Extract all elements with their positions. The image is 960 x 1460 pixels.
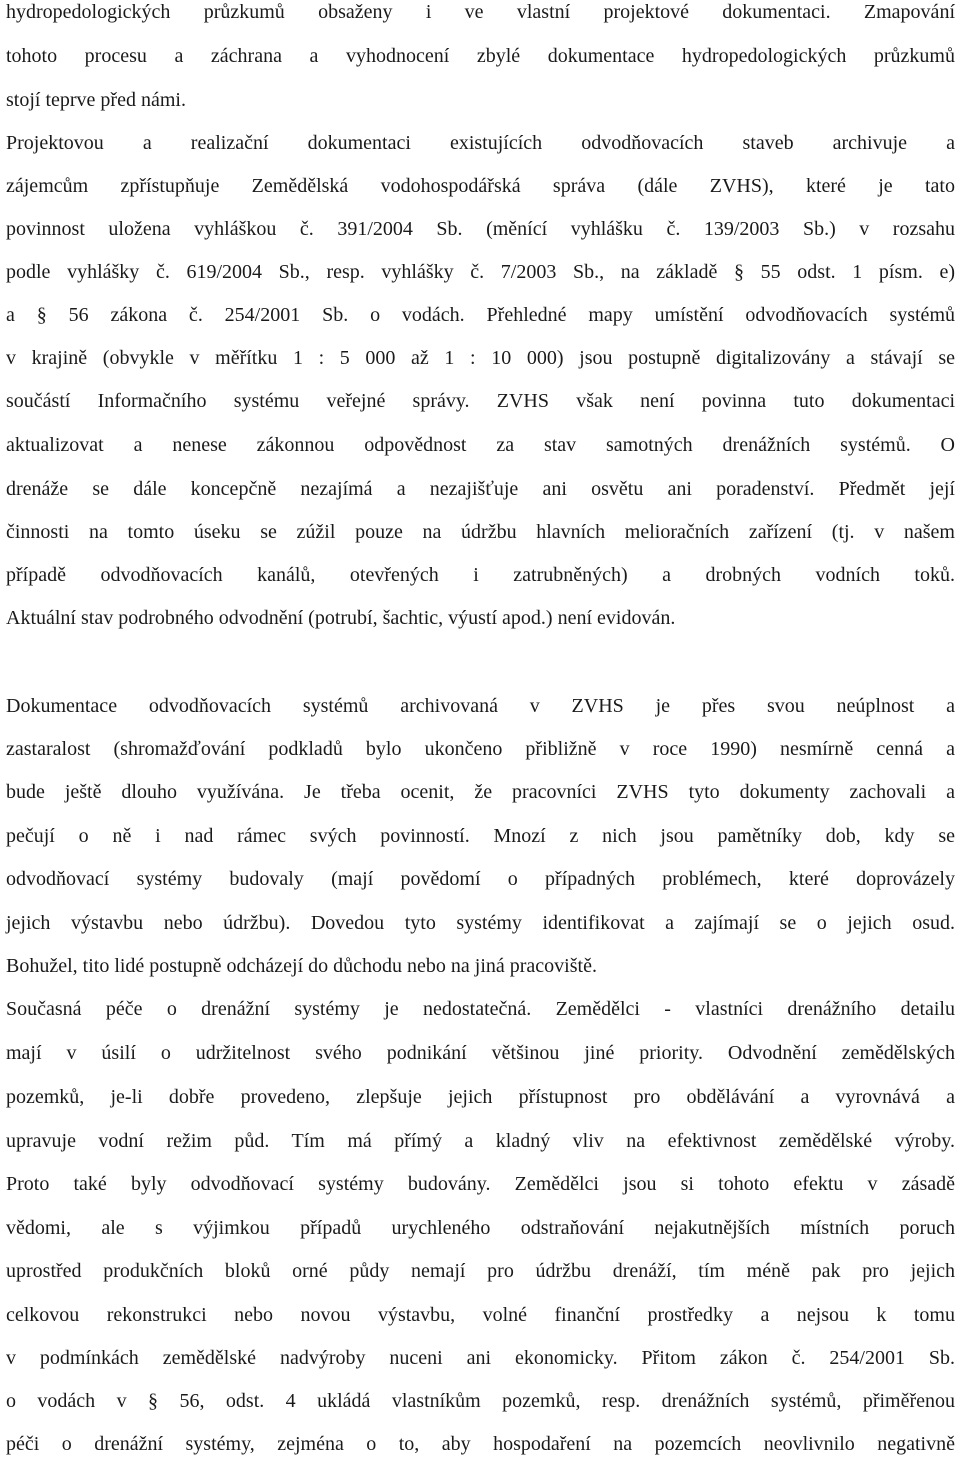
text-line: vědomi, ale s výjimkou případů urychleného odstraňování nejakutnějších místních poruch bbox=[6, 1217, 955, 1239]
text-line: bude ještě dlouho využívána. Je třeba ocenit, že pracovníci ZVHS tyto dokumenty zachovali a bbox=[6, 781, 955, 803]
text-line: a § 56 zákona č. 254/2001 Sb. o vodách. Přehledné mapy umístění odvodňovacích systémů bbox=[6, 304, 955, 326]
text-line: Proto také byly odvodňovací systémy budovány. Zemědělci jsou si tohoto efektu v zásadě bbox=[6, 1173, 955, 1195]
text-line: činnosti na tomto úseku se zúžil pouze na údržbu hlavních melioračních zařízení (tj. v našem bbox=[6, 521, 955, 543]
text-line: tohoto procesu a záchrana a vyhodnocení zbylé dokumentace hydropedologických průzkumů bbox=[6, 45, 955, 67]
text-line: aktualizovat a nenese zákonnou odpovědnost za stav samotných drenážních systémů. O bbox=[6, 434, 955, 456]
text-line: podle vyhlášky č. 619/2004 Sb., resp. vyhlášky č. 7/2003 Sb., na základě § 55 odst. 1 písm. e) bbox=[6, 261, 955, 283]
text-line: celkovou rekonstrukci nebo novou výstavbu, volné finanční prostředky a nejsou k tomu bbox=[6, 1304, 955, 1326]
text-line: Dokumentace odvodňovacích systémů archivovaná v ZVHS je přes svou neúplnost a bbox=[6, 695, 955, 717]
text-line: uprostřed produkčních bloků orné půdy nemají pro údržbu drenáží, tím méně pak pro jejich bbox=[6, 1260, 955, 1282]
text-line: hydropedologických průzkumů obsaženy i ve vlastní projektové dokumentaci. Zmapování bbox=[6, 1, 955, 23]
text-line: pečují o ně i nad rámec svých povinností. Mnozí z nich jsou pamětníky dob, kdy se bbox=[6, 825, 955, 847]
text-line: Bohužel, tito lidé postupně odcházejí do důchodu nebo na jiná pracoviště. bbox=[6, 955, 597, 977]
text-line: Aktuální stav podrobného odvodnění (potrubí, šachtic, výustí apod.) není evidován. bbox=[6, 607, 676, 629]
text-line: v krajině (obvykle v měřítku 1 : 5 000 až 1 : 10 000) jsou postupně digitalizovány a stávají se bbox=[6, 347, 955, 369]
text-line: Současná péče o drenážní systémy je nedostatečná. Zemědělci - vlastníci drenážního detailu bbox=[6, 998, 955, 1020]
text-line: odvodňovací systémy budovaly (mají povědomí o případných problémech, které doprovázely bbox=[6, 868, 955, 890]
text-line: upravuje vodní režim půd. Tím má přímý a kladný vliv na efektivnost zemědělské výroby. bbox=[6, 1130, 955, 1152]
text-line: jejich výstavbu nebo údržbu). Dovedou tyto systémy identifikovat a zajímají se o jejich osud. bbox=[6, 912, 955, 934]
text-line: drenáže se dále koncepčně nezajímá a nezajišťuje ani osvětu ani poradenství. Předmět její bbox=[6, 478, 955, 500]
text-line: zájemcům zpřístupňuje Zemědělská vodohospodářská správa (dále ZVHS), které je tato bbox=[6, 175, 955, 197]
text-line: v podmínkách zemědělské nadvýroby nuceni ani ekonomicky. Přitom zákon č. 254/2001 Sb. bbox=[6, 1347, 955, 1369]
text-line: povinnost uložena vyhláškou č. 391/2004 Sb. (měnící vyhlášku č. 139/2003 Sb.) v rozsahu bbox=[6, 218, 955, 240]
text-line: stojí teprve před námi. bbox=[6, 89, 186, 111]
text-line: případě odvodňovacích kanálů, otevřených i zatrubněných) a drobných vodních toků. bbox=[6, 564, 955, 586]
text-line: součástí Informačního systému veřejné správy. ZVHS však není povinna tuto dokumentaci bbox=[6, 390, 955, 412]
text-line: péči o drenážní systémy, zejména o to, aby hospodaření na pozemcích neovlivnilo negativně bbox=[6, 1433, 955, 1455]
text-line: o vodách v § 56, odst. 4 ukládá vlastníkům pozemků, resp. drenážních systémů, přiměřenou bbox=[6, 1390, 955, 1412]
text-line: zastaralost (shromažďování podkladů bylo ukončeno přibližně v roce 1990) nesmírně cenná a bbox=[6, 738, 955, 760]
text-line: Projektovou a realizační dokumentaci existujících odvodňovacích staveb archivuje a bbox=[6, 132, 955, 154]
text-line: pozemků, je-li dobře provedeno, zlepšuje jejich přístupnost pro obdělávání a vyrovnává a bbox=[6, 1086, 955, 1108]
text-line: mají v úsilí o udržitelnost svého podnikání většinou jiné priority. Odvodnění zemědělských bbox=[6, 1042, 955, 1064]
